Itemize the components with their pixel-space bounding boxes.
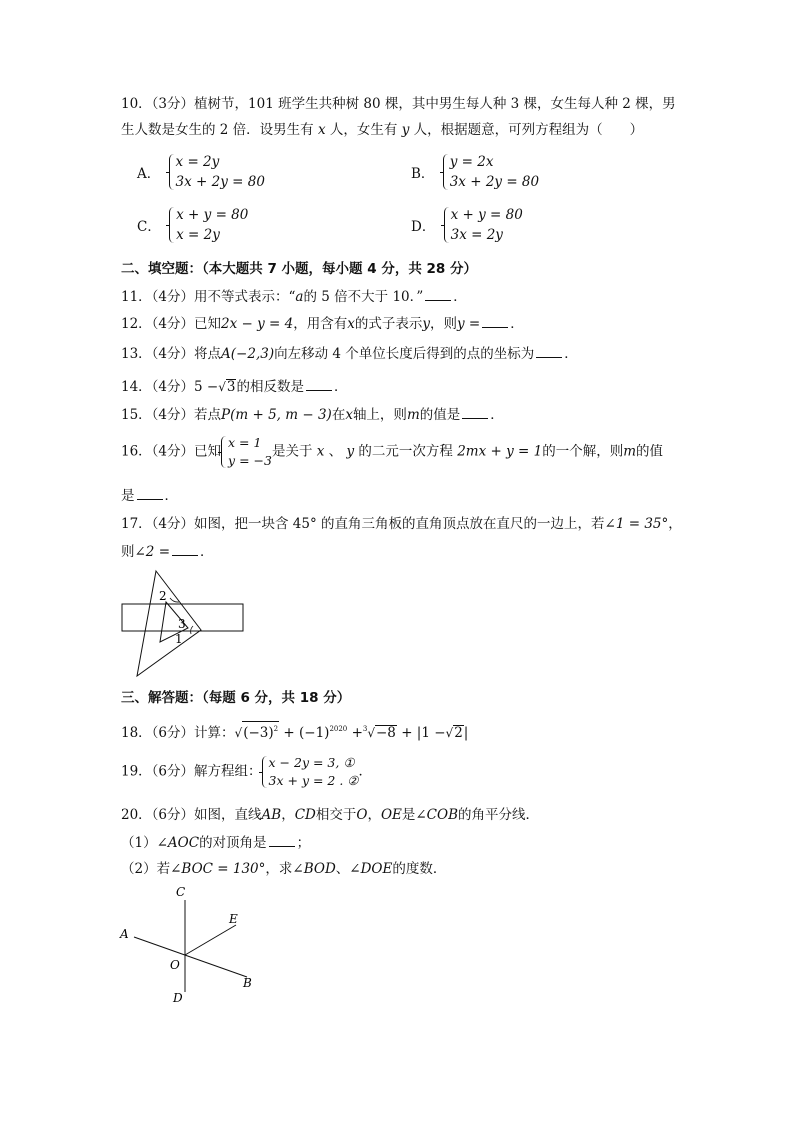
q20-text: 的度数． (392, 861, 447, 877)
q17-text: ， (668, 516, 682, 532)
q12-var: x (347, 316, 355, 332)
q20-text: ，求 (265, 861, 293, 877)
q13-point: A(−2,3) (221, 346, 275, 362)
q10-option-a (137, 152, 265, 192)
figure-intersecting-lines (112, 880, 272, 1010)
q18-radicand (242, 721, 279, 740)
q15-end: ． (490, 407, 504, 423)
q16-line2 (121, 485, 178, 506)
q12-text: ，则 (430, 316, 458, 332)
q20-text: 的对顶角是 (199, 835, 267, 851)
q16-end: ． (164, 488, 178, 504)
q12-var: y = (457, 316, 481, 332)
q17-end: ． (200, 544, 214, 560)
q20-term: ∠AOC (156, 835, 200, 851)
q14: 14．（4分）5 −√3的相反数是 ． (121, 376, 347, 397)
equation: x + y = 80 (450, 207, 523, 223)
q19 (121, 754, 372, 790)
q19-end: ． (358, 763, 373, 780)
q16-text: 16．（4分）已知 (121, 443, 222, 460)
q20-line1 (121, 805, 539, 825)
q17-text: 17．（4分）如图，把一块含 45° 的直角三角板的直角顶点放在直尺的一边上，若 (121, 516, 605, 532)
equation: 3x + 2y = 80 (449, 174, 540, 190)
q13-end: ． (564, 346, 578, 362)
equation: x + y = 80 (176, 207, 249, 223)
q16-eq: 2mx + y = 1 (457, 443, 543, 460)
equation: 3x + 2y = 80 (175, 174, 265, 190)
q20-term: O (356, 807, 368, 823)
section-heading-solve: 三、解答题：（每题 6 分，共 18 分） (121, 690, 351, 706)
q10-text: 人，女生有 (329, 122, 398, 138)
q17-text: 则 (121, 544, 135, 560)
point-label-b: B (243, 976, 252, 990)
q17-line1 (121, 514, 682, 534)
q14-radicand: 3 (226, 379, 236, 395)
q16-text: 的一个解，则 (542, 443, 624, 460)
point-label-c: C (176, 885, 186, 899)
q15-point: P(m + 5, m − 3) (221, 407, 332, 423)
point-label-d: D (173, 991, 183, 1005)
option-label: B． (411, 166, 435, 182)
q16-text: 是 (121, 488, 135, 504)
point-label-e: E (229, 912, 238, 926)
ray-oe (185, 925, 236, 955)
q11-text: 11．（4分）用不等式表示：“ (121, 289, 296, 305)
q20-text: ， (281, 807, 295, 823)
q14-text: 14．（4分） (121, 379, 195, 395)
line-ab (134, 937, 247, 977)
triangle-outer (137, 571, 201, 676)
q11 (121, 286, 467, 307)
q20-part2 (121, 859, 446, 879)
q18-expr: + (351, 725, 363, 741)
q16-var: x (316, 443, 325, 460)
q10-stem-line2 (121, 120, 643, 140)
q18-index: 3 (362, 725, 368, 733)
q20-term: CD (294, 807, 316, 823)
q20-text: （1） (121, 835, 157, 851)
answer-blank (306, 376, 332, 391)
equation: 3x + y = 2 . ② (268, 773, 359, 788)
q18-radicand: 2 (454, 725, 463, 741)
equation: x = 2y (176, 227, 220, 243)
option-label: A． (137, 166, 161, 182)
q18-sup: 2020 (329, 725, 348, 733)
answer-blank (172, 541, 198, 556)
q10-option-d (411, 205, 523, 245)
q20-term: OE (380, 807, 402, 823)
q15-text: 15．（4分）若点 (121, 407, 222, 423)
q18-text: 18．（6分）计算： (121, 725, 235, 741)
q17-angle: ∠1 = 35° (604, 516, 669, 532)
q15-text: 在 (331, 407, 346, 423)
q14-text: 的相反数是 (236, 379, 304, 395)
q20-text: 20．（6分）如图，直线 (121, 807, 262, 823)
q10-var-y: y (401, 122, 410, 138)
q16-text: 的二元一次方程 (358, 443, 453, 460)
q14-end: ． (333, 379, 348, 395)
q12-text: 12．（4分）已知 (121, 316, 222, 332)
q12-text: ，用含有 (293, 316, 348, 332)
q20-part1 (121, 832, 310, 853)
equation: 3x = 2y (450, 227, 503, 243)
q18-expr: + |1 − (401, 725, 446, 741)
q17-angle: ∠2 = (134, 544, 171, 560)
answer-blank (536, 343, 562, 358)
q20-text: 是 (401, 807, 416, 823)
equation: x = 2y (175, 154, 220, 170)
q18-expr: (−3) (243, 725, 274, 741)
q20-text: 、 (335, 861, 350, 877)
q16-text: 是关于 (271, 443, 313, 460)
q15-text: 轴上，则 (352, 407, 407, 423)
equation: y = −3 (228, 453, 272, 468)
q15-var: x (345, 407, 353, 423)
q18-sup: 2 (273, 725, 279, 733)
q18-radicand: −8 (376, 725, 396, 741)
q20-term: ∠DOE (349, 861, 393, 877)
q11-text: 的 5 倍不大于 10．” (303, 289, 424, 305)
q20-text: 的角平分线． (458, 807, 540, 823)
q20-term: ∠BOC = 130° (170, 861, 266, 877)
answer-blank (269, 832, 295, 847)
q18-expr: | (463, 725, 469, 741)
q10-text: 人，根据题意，可列方程组为（ ） (413, 122, 644, 138)
equation: y = 2x (449, 154, 494, 170)
q11-end: ． (453, 289, 467, 305)
q20-text: ； (296, 835, 311, 851)
q10-option-c (137, 205, 248, 245)
q20-term: AB (261, 807, 282, 823)
angle-label-2: 2 (159, 589, 167, 603)
equation: x − 2y = 3, ① (268, 755, 355, 770)
q17-line2 (121, 541, 214, 562)
q16-text: 、 (328, 443, 343, 460)
answer-blank (425, 286, 451, 301)
q15 (121, 404, 504, 425)
section-heading-fill-in: 二、填空题：（本大题共 7 小题，每小题 4 分，共 28 分） (121, 261, 478, 277)
q20-text: 相交于 (315, 807, 357, 823)
equation-system (221, 434, 272, 470)
q11-var: a (295, 289, 304, 305)
equation: x = 1 (228, 435, 262, 450)
q13 (121, 343, 578, 364)
q16-var: y (346, 443, 355, 460)
q10-var-x: x (317, 122, 326, 138)
q18: 18．（6分）计算：$√(-3)^2 + (-1)^{2020} +^3√-8 + |1 -√2|$ (121, 719, 468, 743)
q12-text: 的式子表示 (354, 316, 423, 332)
q12-eq: 2x − y = 4 (221, 316, 294, 332)
q12 (121, 313, 524, 334)
figure-ruler-triangle (115, 566, 255, 682)
q12-end: ． (510, 316, 524, 332)
q13-text: 向左移动 4 个单位长度后得到的点的坐标为 (274, 346, 535, 362)
equation-system (169, 152, 265, 192)
q20-term: ∠COB (415, 807, 459, 823)
q15-var: m (406, 407, 420, 423)
q10-text: 生人数是女生的 2 倍．设男生有 (121, 122, 314, 138)
q16-text: 的值 (636, 443, 664, 460)
point-label-a: A (120, 927, 129, 941)
q16-var: m (623, 443, 637, 460)
equation-system (444, 205, 523, 245)
q10-option-b (411, 152, 539, 192)
option-label: C． (137, 219, 161, 235)
equation-system (262, 754, 359, 790)
angle-label-3: 3 (178, 617, 186, 631)
answer-blank (462, 404, 488, 419)
q20-text: （2）若 (121, 861, 171, 877)
q20-term: ∠BOD (292, 861, 336, 877)
angle-arc (191, 626, 193, 634)
q10-stem-line1: 10．（3分）植树节，101 班学生共种树 80 棵，其中男生每人种 3 棵，女生每人种 2 棵，男 (121, 96, 676, 112)
q13-text: 13．（4分）将点 (121, 346, 222, 362)
q12-var: y (422, 316, 431, 332)
option-label: D． (411, 219, 436, 235)
angle-label-1: 1 (175, 632, 183, 646)
equation-system (169, 205, 248, 245)
q20-text: ， (367, 807, 381, 823)
answer-blank (482, 313, 508, 328)
q16 (121, 434, 663, 470)
q15-text: 的值是 (419, 407, 461, 423)
q18-expr: + (−1) (283, 725, 330, 741)
equation-system (443, 152, 539, 192)
point-label-o: O (170, 958, 180, 972)
answer-blank (137, 485, 163, 500)
q19-text: 19．（6分）解方程组： (121, 763, 262, 780)
q14-expr: 5 − (194, 379, 219, 395)
